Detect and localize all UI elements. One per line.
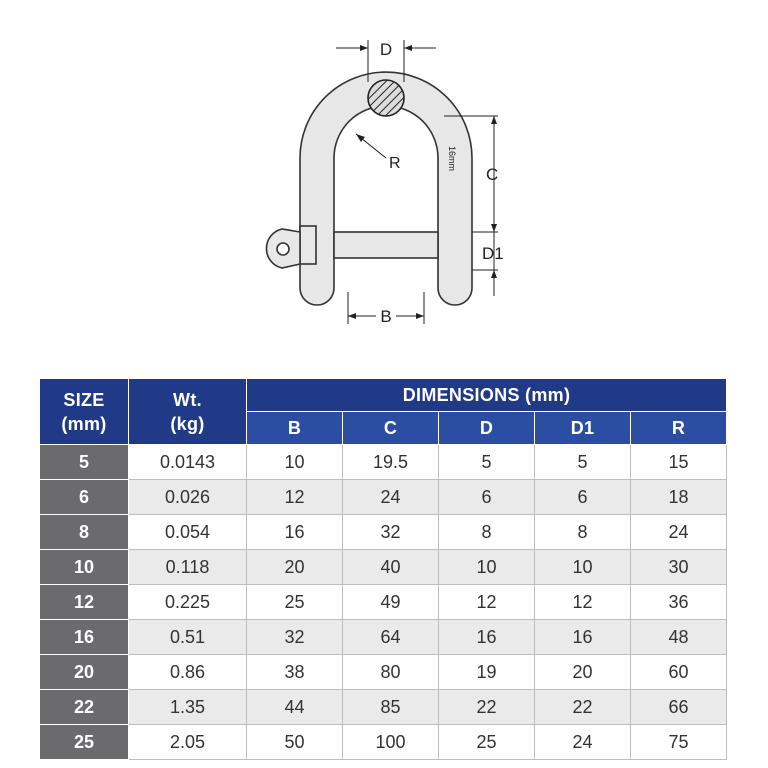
cell-d1: 22 (535, 690, 631, 725)
cell-d: 22 (439, 690, 535, 725)
header-size (40, 379, 129, 445)
cell-size: 12 (40, 585, 129, 620)
cell-weight: 2.05 (129, 725, 247, 760)
header-dimensions: DIMENSIONS (mm) (247, 379, 727, 412)
cell-d: 10 (439, 550, 535, 585)
pin-collar (300, 226, 316, 264)
cell-d1: 20 (535, 655, 631, 690)
cell-size: 5 (40, 445, 129, 480)
cell-size: 10 (40, 550, 129, 585)
header-r: R (631, 412, 727, 445)
table-row (40, 585, 727, 620)
cell-d1: 12 (535, 585, 631, 620)
cell-r: 60 (631, 655, 727, 690)
cell-d1: 6 (535, 480, 631, 515)
cell-d: 16 (439, 620, 535, 655)
cell-weight: 0.026 (129, 480, 247, 515)
cell-b: 38 (247, 655, 343, 690)
cell-b: 44 (247, 690, 343, 725)
cell-r: 36 (631, 585, 727, 620)
table-row (40, 550, 727, 585)
cell-c: 64 (343, 620, 439, 655)
table-row (40, 620, 727, 655)
cell-d1: 24 (535, 725, 631, 760)
cell-d1: 5 (535, 445, 631, 480)
header-size-line1: SIZE (63, 389, 105, 410)
header-weight-line2: (kg) (170, 413, 205, 434)
table-row (40, 480, 727, 515)
cell-weight: 1.35 (129, 690, 247, 725)
cell-c: 32 (343, 515, 439, 550)
label-c: C (486, 165, 499, 184)
header-d1: D1 (535, 412, 631, 445)
cell-weight: 0.225 (129, 585, 247, 620)
cell-r: 24 (631, 515, 727, 550)
label-16mm: 16mm (447, 146, 457, 172)
cell-size: 20 (40, 655, 129, 690)
cell-b: 10 (247, 445, 343, 480)
shackle-diagram (0, 0, 768, 340)
cell-weight: 0.054 (129, 515, 247, 550)
header-weight-line1: Wt. (173, 389, 202, 410)
cell-size: 16 (40, 620, 129, 655)
table-row (40, 725, 727, 760)
label-b: B (380, 307, 392, 326)
table-row (40, 515, 727, 550)
cell-r: 48 (631, 620, 727, 655)
cell-r: 15 (631, 445, 727, 480)
table-row (40, 690, 727, 725)
header-b: B (247, 412, 343, 445)
spec-table (39, 378, 727, 760)
cell-weight: 0.86 (129, 655, 247, 690)
cell-c: 24 (343, 480, 439, 515)
cell-c: 40 (343, 550, 439, 585)
cell-c: 19.5 (343, 445, 439, 480)
label-d1: D1 (482, 244, 504, 263)
cell-r: 66 (631, 690, 727, 725)
table-row (40, 445, 727, 480)
cross-section (368, 80, 404, 116)
table-row (40, 655, 727, 690)
cell-size: 25 (40, 725, 129, 760)
header-size-line2: (mm) (61, 413, 107, 434)
cell-r: 18 (631, 480, 727, 515)
cell-b: 25 (247, 585, 343, 620)
shackle-pin (334, 232, 438, 258)
header-weight (129, 379, 247, 445)
cell-weight: 0.0143 (129, 445, 247, 480)
cell-d1: 16 (535, 620, 631, 655)
cell-b: 12 (247, 480, 343, 515)
cell-d1: 10 (535, 550, 631, 585)
cell-d: 6 (439, 480, 535, 515)
cell-b: 16 (247, 515, 343, 550)
pin-eye-hole (277, 243, 289, 255)
cell-d: 19 (439, 655, 535, 690)
header-d: D (439, 412, 535, 445)
cell-weight: 0.118 (129, 550, 247, 585)
cell-r: 75 (631, 725, 727, 760)
cell-c: 80 (343, 655, 439, 690)
cell-r: 30 (631, 550, 727, 585)
cell-d: 25 (439, 725, 535, 760)
cell-d: 8 (439, 515, 535, 550)
label-d: D (379, 40, 393, 59)
cell-c: 49 (343, 585, 439, 620)
header-c: C (343, 412, 439, 445)
cell-c: 100 (343, 725, 439, 760)
cell-b: 32 (247, 620, 343, 655)
cell-d: 12 (439, 585, 535, 620)
cell-weight: 0.51 (129, 620, 247, 655)
cell-d: 5 (439, 445, 535, 480)
cell-size: 6 (40, 480, 129, 515)
label-r: R (389, 155, 401, 172)
cell-size: 22 (40, 690, 129, 725)
cell-b: 50 (247, 725, 343, 760)
cell-b: 20 (247, 550, 343, 585)
cell-size: 8 (40, 515, 129, 550)
cell-d1: 8 (535, 515, 631, 550)
cell-c: 85 (343, 690, 439, 725)
